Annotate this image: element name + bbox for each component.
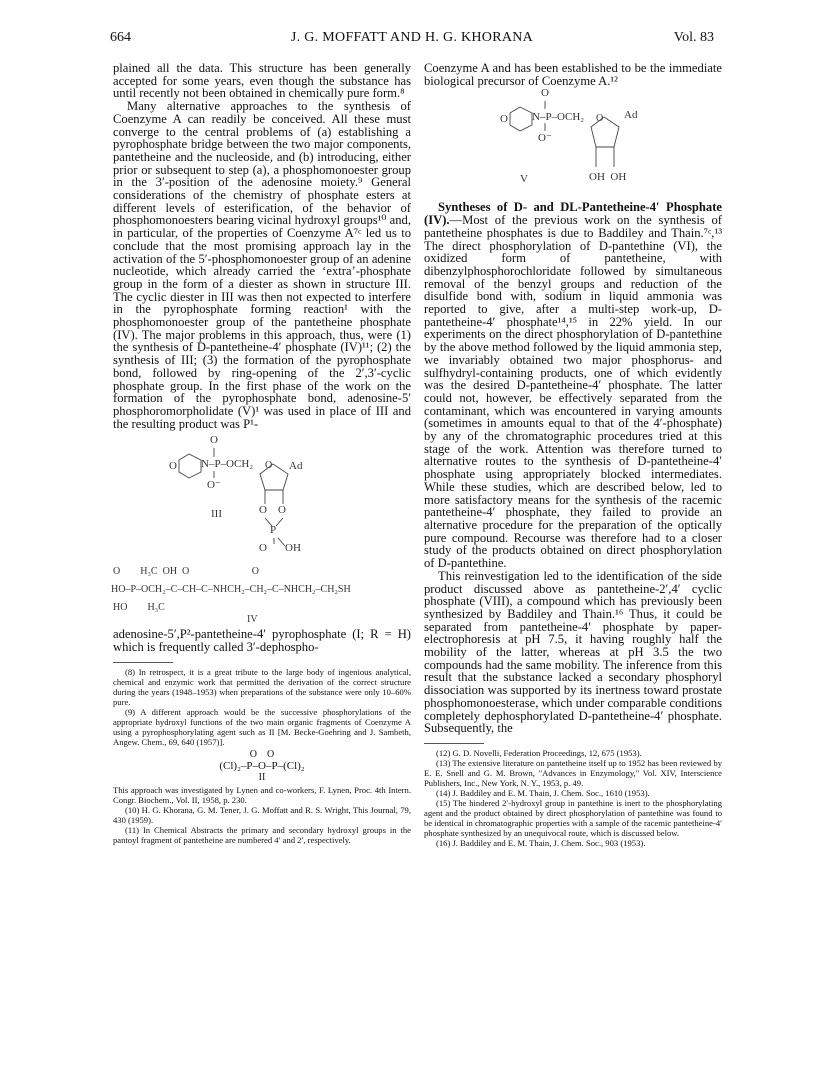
- oxygen-label: O: [500, 113, 508, 126]
- footnote: (9) A different approach would be the successive phosphorylations of the appropriate hydroxyl functions of the two main organic fragments of Coenzyme A using a pyrophosphorylating agent such as II [M. Becke-Goehring and J. Sambeth, Angew. Chem., 69, 640 (1957)].: [113, 706, 411, 747]
- footnote: This approach was investigated by Lynen and co-workers, F. Lynen, Proc. 4th Intern. Congr. Biochem., Vol. II, 1958, p. 230.: [113, 784, 411, 805]
- right-column: [424, 62, 722, 848]
- footnote: (11) In Chemical Abstracts the primary and secondary hydroxyl groups in the pantoyl fragment of pantetheine are numbered 4′ and 2′, respectively.: [113, 824, 411, 845]
- footnote: (10) H. G. Khorana, G. M. Tener, J. G. Moffatt and R. S. Wright, This Journal, 79, 430 (1959).: [113, 804, 411, 825]
- structure-III: [113, 434, 411, 564]
- footnote: (8) In retrospect, it is a great tribute to the large body of ingenious analytical, chemical and enzymic work that permitted the derivation of the correct structure during the years (1948–1953) when preparations of the substance were only 10–60% pure.: [113, 666, 411, 707]
- structure-line: HO–P–OCH₂–C–CH–C–NHCH₂–CH₂–C–NHCH₂–CH₂SH: [111, 584, 351, 596]
- o-minus-label: O⁻: [538, 132, 552, 145]
- footnote: (14) J. Baddiley and E. M. Thain, J. Chem. Soc., 1610 (1953).: [436, 787, 650, 798]
- structure-label: II: [258, 771, 266, 783]
- oxygen-label: O: [278, 504, 286, 517]
- paragraph: Coenzyme A and has been established to be the immediate biological precursor of Coenzyme A.¹²: [424, 61, 722, 88]
- o-minus-label: O⁻: [207, 479, 221, 492]
- structure-label: III: [211, 508, 222, 521]
- oxygen-label: O: [259, 504, 267, 517]
- footnote-rule: [424, 743, 484, 744]
- footnote: (12) G. D. Novelli, Federation Proceedings, 12, 675 (1953).: [436, 747, 642, 758]
- footnote: (16) J. Baddiley and E. M. Thain, J. Chem. Soc., 903 (1953).: [436, 837, 646, 848]
- structure-line: O H₃C OH O O: [113, 566, 259, 578]
- structure-V-bonds: [424, 91, 722, 191]
- footnote: (15) The hindered 2′-hydroxyl group in pantethine is inert to the phosphorylating agent and the product obtained by direct phosphorylation of pantethine was found to be identical in chromatographic properties with a sample of the racemic pantetheine-4′ phosphate synthesized by an unequivocal route, which is discussed below.: [424, 797, 722, 838]
- n-p-label: N–P–OCH₂: [532, 111, 585, 124]
- ring-oxygen-label: O: [596, 113, 604, 125]
- volume-label: Vol. 83: [673, 30, 714, 45]
- structure-line: HO H₃C: [113, 602, 165, 614]
- oxygen-label: O: [259, 542, 267, 555]
- phosphorus-label: P: [270, 524, 277, 537]
- footnote: (13) The extensive literature on pantetheine itself up to 1952 has been reviewed by E. E. Snell and G. M. Brown, "Advances in Enzymology," Vol. XIV, Interscience Publishers, Inc., New York, N. Y., 1953, p. 49.: [424, 757, 722, 788]
- paragraph: plained all the data. This structure has been generally accepted for some years, even though the substance has until recently not been obtained in chemically pure form.⁸: [113, 61, 411, 101]
- paragraph: This reinvestigation led to the identification of the side product discussed above as pantetheine-2′,4′ cyclic phosphate (VIII), a compound which has previously been synthesized by Baddiley and Thain.¹⁶ Thus, it could be separated from pantetheine-4′ phosphate by paper-electrophoresis at pH 7.5, it having roughly half the mobility of the latter, whereas at pH 3.5 the two compounds had the same mobility. The inference from this result that the substance lacked a secondary phosphoryl dissociation was supported by its inertness toward prostate phosphomonoesterase, which under comparable conditions completely dephosphorylated D-pantetheine-4′ phosphate. Subsequently, the: [424, 568, 722, 736]
- oxygen-label: O: [169, 460, 177, 473]
- ring-oxygen-label: O: [265, 460, 273, 472]
- running-header: [110, 30, 714, 50]
- structure-label: IV: [247, 614, 258, 626]
- structure-V: [424, 87, 722, 191]
- section-paragraph: [424, 201, 722, 569]
- footnote-rule: [113, 662, 173, 663]
- n-p-label: N–P–OCH₂: [201, 458, 254, 471]
- structure-line: O O: [249, 748, 275, 760]
- running-title: J. G. MOFFATT AND H. G. KHORANA: [290, 30, 534, 45]
- structure-label: V: [520, 173, 528, 186]
- hydroxyl-label: OH: [285, 542, 301, 555]
- page-number: 664: [110, 30, 131, 45]
- paragraph: adenosine-5′,P²-pantetheine-4′ pyrophosphate (I; R = H) which is frequently called 3′-dephospho-: [113, 627, 411, 655]
- adenine-label: Ad: [624, 109, 638, 122]
- oxygen-label: O: [541, 87, 549, 100]
- oxygen-label: O: [210, 434, 218, 447]
- structure-line: (Cl)₂–P–O–P–(Cl)₂: [219, 759, 305, 772]
- paragraph: Many alternative approaches to the synthesis of Coenzyme A can readily be conceived. All these must converge to the central problems of (a) establishing a pyrophosphate bridge between the two major components, pantetheine and the nucleoside, and (b) introducing, either prior or subsequent to step (a), a phosphomonoester group in the 3′-position of the adenosine moiety.⁹ General considerations of the chemistry of phosphate esters at different levels of esterification, of the behavior of phosphomonoesters bearing vicinal hydroxyl groups¹⁰ and, in particular, of the properties of Coenzyme A⁷ᶜ led us to conclude that the most promising approach lay in the activation of the 5′-phosphomonoester group of an adenine nucleotide, which already carried the ‘extra’-phosphate group in the form of a diester as shown in structure III. The cyclic diester in III was then not expected to interfere in the pyrophosphate forming reaction¹ with the phosphomonoester group of the pantetheine phosphate (IV). The major problems in this approach, thus, were (1) the synthesis of D-pantetheine-4′ phosphate (IV)¹¹; (2) the synthesis of III; (3) the formation of the pyrophosphate bond, followed by ring-opening of the 2′,3′-cyclic phosphate group. In the first phase of the work on the formation of the pyrophosphate bond, adenosine-5′ phosphoromorpholidate (V)¹ was used in place of III and the resulting product was P¹-: [113, 99, 411, 431]
- section-heading: Syntheses of D- and DL-Pantetheine-4′ Phosphate (IV).: [424, 200, 722, 228]
- left-column: [113, 62, 411, 845]
- structure-IV: [113, 566, 411, 628]
- structure-II: [113, 749, 411, 783]
- adenine-label: Ad: [289, 460, 303, 473]
- hydroxyl-label: OH OH: [589, 171, 627, 184]
- paragraph-text: —Most of the previous work on the synthesis of pantetheine phosphates is due to Baddiley and Thain.⁷ᶜ,¹³ The direct phosphorylation of D-pantethine (VI), the oxidized form of pantetheine, with dibenzylphosphorochloridate followed by simultaneous removal of the benzyl groups and reduction of the disulfide bond with, sodium in liquid ammonia was reported to give, after a multi-step work-up, D-pantetheine-4′ phosphate¹⁴,¹⁵ in 22% yield. In our experiments on the direct phosphorylation of D-pantethine by the above method followed by the liquid ammonia step, we invariably obtained two major phosphorus- and sulfhydryl-containing products, one of which evidently was the desired D-pantetheine-4′ phosphate. The latter could not, however, be effectively separated from the contaminant, which was encountered in varying amounts (sometimes in amounts equal to that of the 4′-phosphate) by any of the chromatographic procedures tried at this stage of the work. Attention was therefore turned to alternative routes to the synthesis of D-pantetheine-4′ phosphate using appropriately blocked intermediates. While these studies, which are described below, led to more satisfactory means for the synthesis of the racemic pantetheine-4′ phosphate, they failed to provide an alternative procedure for the preparation of the optically pure compound. Recourse was therefore had to a closer study of the products obtained on direct phosphorylation of D-pantethine.: [424, 213, 722, 571]
